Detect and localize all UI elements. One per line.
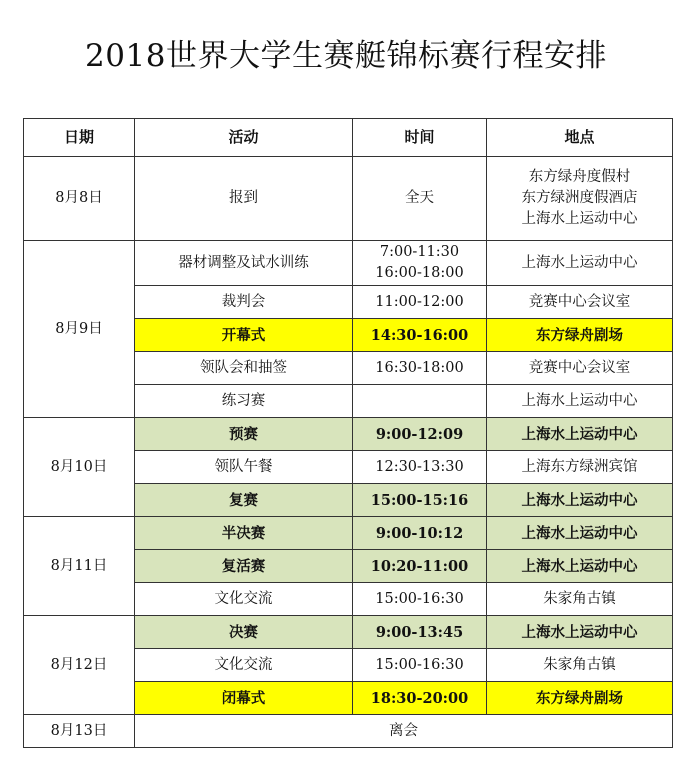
- place-line: 朱家角古镇: [543, 656, 616, 673]
- place-line: 上海水上运动中心: [521, 557, 638, 575]
- table-row: [24, 157, 673, 241]
- time-cell: [353, 649, 487, 682]
- place-cell: [487, 517, 673, 550]
- table-row: [24, 715, 673, 748]
- place-cell: [487, 286, 673, 319]
- activity-cell: 开幕式: [135, 319, 353, 352]
- place-line: 上海水上运动中心: [521, 392, 638, 409]
- table-row: [24, 616, 673, 649]
- place-line: 上海水上运动中心: [521, 425, 638, 443]
- time-line: 9:00-12:09: [375, 425, 464, 443]
- date-cell: 8月11日: [24, 517, 135, 616]
- time-cell: [353, 451, 487, 484]
- time-line: 18:30-20:00: [370, 689, 469, 707]
- activity-cell: 文化交流: [135, 583, 353, 616]
- activity-cell: 决赛: [135, 616, 353, 649]
- activity-cell: 半决赛: [135, 517, 353, 550]
- header-time: 时间: [353, 119, 487, 157]
- page-title: 2018世界大学生赛艇锦标赛行程安排: [85, 38, 607, 74]
- time-cell: [353, 682, 487, 715]
- place-line: 上海水上运动中心: [521, 491, 638, 509]
- time-line: 9:00-13:45: [375, 623, 464, 641]
- time-cell: [353, 484, 487, 517]
- place-line: 上海水上运动中心: [521, 524, 638, 542]
- place-cell: [487, 157, 673, 241]
- place-cell: [487, 484, 673, 517]
- place-cell: [487, 682, 673, 715]
- time-line: 16:00-18:00: [375, 265, 464, 281]
- time-line: 全天: [405, 190, 434, 206]
- table-row: [24, 517, 673, 550]
- place-line: 东方绿舟剧场: [536, 689, 623, 707]
- time-cell: [353, 319, 487, 352]
- table-row: [24, 241, 673, 286]
- time-line: 16:30-18:00: [375, 359, 464, 376]
- place-cell: [487, 352, 673, 385]
- place-cell: [487, 550, 673, 583]
- time-cell: [353, 418, 487, 451]
- place-line: 上海水上运动中心: [521, 211, 638, 227]
- time-line: 15:00-16:30: [375, 590, 464, 607]
- time-cell: [353, 286, 487, 319]
- place-cell: [487, 418, 673, 451]
- time-line: 15:00-16:30: [375, 656, 464, 673]
- time-cell: [353, 517, 487, 550]
- time-cell: [353, 241, 487, 286]
- schedule-table: [23, 118, 673, 748]
- activity-cell: 练习赛: [135, 385, 353, 418]
- header-activity: 活动: [135, 119, 353, 157]
- time-line: 12:30-13:30: [375, 458, 464, 475]
- table-row: [24, 418, 673, 451]
- place-cell: [487, 649, 673, 682]
- time-cell: [353, 385, 487, 418]
- time-line: 7:00-11:30: [379, 244, 460, 260]
- activity-cell: 预赛: [135, 418, 353, 451]
- activity-cell: 裁判会: [135, 286, 353, 319]
- header-place: 地点: [487, 119, 673, 157]
- place-line: 竞赛中心会议室: [528, 359, 631, 376]
- time-line: 11:00-12:00: [375, 293, 464, 310]
- place-line: 东方绿舟剧场: [536, 326, 623, 344]
- place-line: 东方绿舟度假村: [528, 169, 631, 185]
- place-line: 上海水上运动中心: [521, 623, 638, 641]
- place-line: 上海水上运动中心: [521, 254, 638, 271]
- place-line: 东方绿洲度假酒店: [521, 190, 638, 206]
- activity-cell: 领队会和抽签: [135, 352, 353, 385]
- place-line: 朱家角古镇: [543, 590, 616, 607]
- time-line: 10:20-11:00: [370, 557, 469, 575]
- activity-cell: 文化交流: [135, 649, 353, 682]
- place-line: 上海东方绿洲宾馆: [521, 458, 638, 475]
- place-cell: [487, 616, 673, 649]
- activity-cell: 领队午餐: [135, 451, 353, 484]
- place-cell: [487, 385, 673, 418]
- date-cell: 8月12日: [24, 616, 135, 715]
- date-cell: 8月13日: [24, 715, 135, 748]
- time-line: 9:00-10:12: [375, 524, 464, 542]
- time-line: 14:30-16:00: [370, 326, 469, 344]
- place-cell: [487, 241, 673, 286]
- header-date: 日期: [24, 119, 135, 157]
- activity-cell: 器材调整及试水训练: [135, 241, 353, 286]
- date-cell: 8月10日: [24, 418, 135, 517]
- header-row: [24, 119, 673, 157]
- time-cell: [353, 583, 487, 616]
- place-cell: [487, 319, 673, 352]
- activity-cell: 复活赛: [135, 550, 353, 583]
- place-cell: [487, 583, 673, 616]
- time-cell: [353, 616, 487, 649]
- place-cell: [487, 451, 673, 484]
- time-cell: [353, 550, 487, 583]
- time-line: 15:00-15:16: [370, 491, 469, 509]
- place-line: 竞赛中心会议室: [528, 293, 631, 310]
- activity-cell: 复赛: [135, 484, 353, 517]
- time-cell: [353, 352, 487, 385]
- activity-cell: 离会: [135, 715, 673, 748]
- date-cell: 8月8日: [24, 157, 135, 241]
- activity-cell: 报到: [135, 157, 353, 241]
- date-cell: 8月9日: [24, 241, 135, 418]
- time-cell: [353, 157, 487, 241]
- activity-cell: 闭幕式: [135, 682, 353, 715]
